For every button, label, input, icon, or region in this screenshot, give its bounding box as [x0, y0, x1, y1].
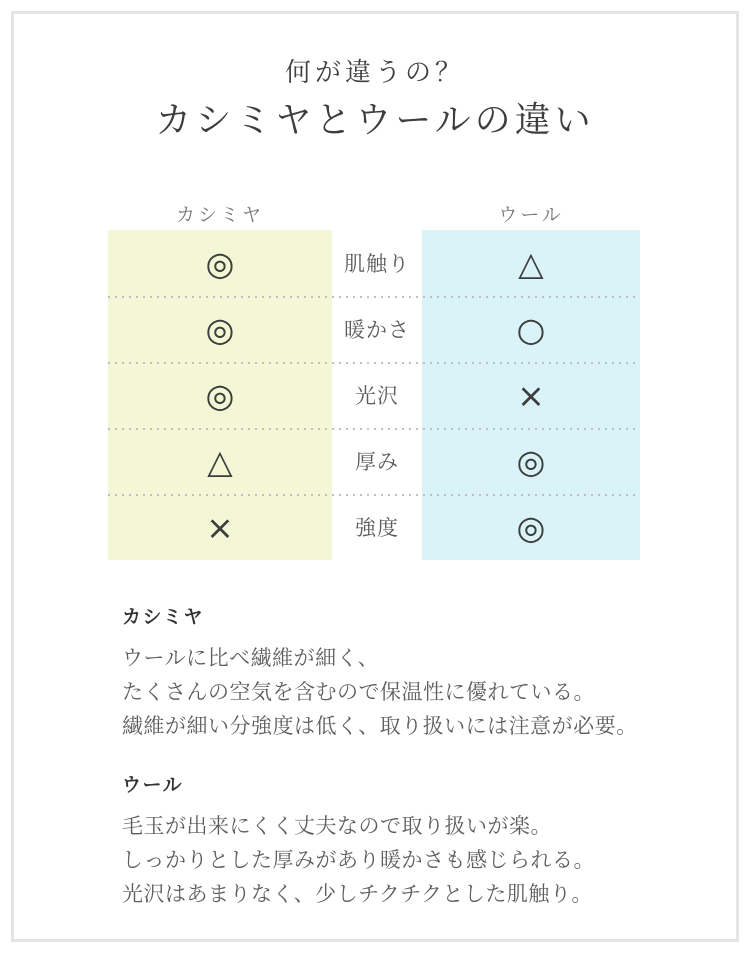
description-line: ウールに比べ繊維が細く、	[122, 646, 380, 670]
subtitle: 何が違うの？	[284, 58, 465, 88]
description-line: 繊維が細い分強度は低く、取り扱いには注意が必要。	[122, 714, 638, 738]
row-label: 肌触り	[332, 230, 422, 296]
description-line: しっかりとした厚みがあり暖かさも感じられる。	[122, 848, 595, 872]
dotted-divider	[108, 428, 640, 430]
cashmere-rating-icon: △	[108, 428, 332, 494]
table-row	[108, 362, 640, 428]
cashmere-rating-icon: ◎	[108, 296, 332, 362]
row-label: 強度	[332, 494, 422, 560]
row-label: 光沢	[332, 362, 422, 428]
wool-rating-icon: ◎	[422, 428, 640, 494]
wool-description-section	[122, 772, 642, 911]
column-header-cashmere: カシミヤ	[175, 203, 264, 226]
wool-rating-icon: ◎	[422, 494, 640, 560]
cashmere-section-heading: カシミヤ	[122, 606, 205, 628]
wool-section-heading: ウール	[122, 774, 184, 796]
dotted-divider	[108, 494, 640, 496]
row-label: 暖かさ	[332, 296, 422, 362]
comparison-table	[108, 196, 640, 560]
table-row	[108, 428, 640, 494]
wool-rating-icon: ×	[422, 362, 640, 428]
wool-rating-icon: △	[422, 230, 640, 296]
cashmere-rating-icon: ◎	[108, 362, 332, 428]
description-line: 光沢はあまりなく、少しチクチクとした肌触り。	[122, 882, 593, 906]
table-row	[108, 230, 640, 296]
cashmere-rating-icon: ◎	[108, 230, 332, 296]
dotted-divider	[108, 296, 640, 298]
page-title: カシミヤとウールの違い	[155, 100, 595, 141]
wool-rating-icon: ○	[422, 296, 640, 362]
cashmere-rating-icon: ×	[108, 494, 332, 560]
row-label: 厚み	[332, 428, 422, 494]
column-header-spacer	[332, 196, 422, 230]
description-line: 毛玉が出来にくく丈夫なので取り扱いが楽。	[122, 814, 552, 838]
description-line: たくさんの空気を含むので保温性に優れている。	[122, 680, 595, 704]
table-header-row	[108, 196, 640, 230]
table-row	[108, 296, 640, 362]
cashmere-description-section	[122, 604, 642, 743]
column-header-wool: ウール	[498, 203, 564, 226]
table-row	[108, 494, 640, 560]
dotted-divider	[108, 362, 640, 364]
